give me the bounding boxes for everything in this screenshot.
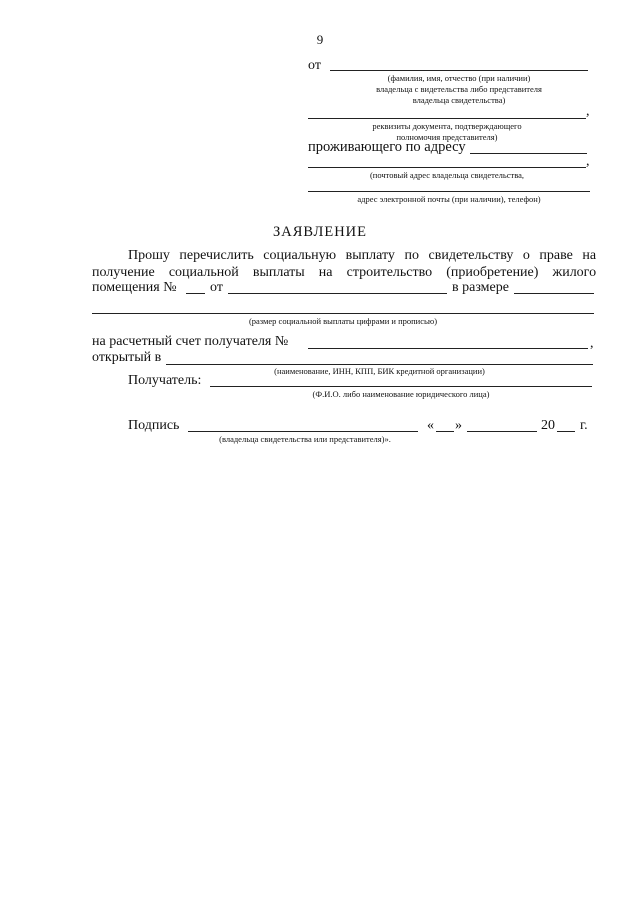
paragraph-line-1: Прошу перечислить социальную выплату по свидетельству о праве на — [128, 248, 597, 263]
opened-at-label: открытый в — [92, 350, 162, 365]
comma-2: , — [586, 154, 590, 169]
quote-open: « — [427, 418, 434, 433]
quote-close: » — [455, 418, 462, 433]
certificate-date-field[interactable] — [228, 293, 447, 294]
account-number-field[interactable] — [308, 348, 588, 349]
year-prefix: 20 — [541, 418, 555, 433]
doc-note-line1: реквизиты документа, подтверждающего — [372, 121, 522, 131]
bank-note: (наименование, ИНН, КПП, БИК кредитной организации) — [274, 366, 485, 376]
comma-1: , — [586, 104, 590, 119]
signature-note: (владельца свидетельства или представителя)». — [219, 434, 391, 444]
paragraph-line-2: получение социальной выплаты на строительство (приобретение) жилого — [92, 265, 597, 280]
from-note-line2: владельца с видетельства либо представителя — [376, 84, 542, 94]
amount-field-2[interactable] — [92, 313, 594, 314]
address-field-2[interactable] — [308, 167, 586, 168]
from-note-line1: (фамилия, имя, отчество (при наличии) — [387, 73, 531, 83]
year-field[interactable] — [557, 431, 575, 432]
from-note-line3: владельца свидетельства) — [412, 95, 506, 105]
postal-note: (почтовый адрес владельца свидетельства, — [369, 170, 525, 180]
signature-label: Подпись — [128, 418, 180, 433]
address-field-1[interactable] — [470, 153, 587, 154]
date-from-label: от — [210, 280, 223, 295]
amount-label: в размере — [452, 280, 509, 295]
year-suffix: г. — [580, 418, 588, 433]
amount-note: (размер социальной выплаты цифрами и прописью) — [248, 316, 438, 326]
account-label: на расчетный счет получателя № — [92, 334, 289, 349]
recipient-field[interactable] — [210, 386, 592, 387]
recipient-label: Получатель: — [128, 373, 202, 388]
premises-number-field[interactable] — [186, 293, 205, 294]
email-note: адрес электронной почты (при наличии), телефон) — [357, 194, 541, 204]
amount-field-1[interactable] — [514, 293, 594, 294]
month-field[interactable] — [467, 431, 537, 432]
bank-field[interactable] — [166, 364, 593, 365]
recipient-note: (Ф.И.О. либо наименование юридического лица) — [312, 389, 490, 399]
document-title: ЗАЯВЛЕНИЕ — [272, 224, 368, 240]
from-label: от — [308, 58, 321, 73]
signature-field[interactable] — [188, 431, 418, 432]
page-number: 9 — [316, 32, 324, 47]
day-field[interactable] — [436, 431, 454, 432]
representative-document-field[interactable] — [308, 118, 586, 119]
email-phone-field[interactable] — [308, 191, 590, 192]
from-name-field[interactable] — [330, 70, 588, 71]
residing-label: проживающего по адресу — [308, 139, 466, 155]
doc-note-line2: полномочия представителя) — [396, 132, 498, 142]
comma-3: , — [590, 336, 594, 351]
premises-number-label: помещения № — [92, 280, 177, 295]
